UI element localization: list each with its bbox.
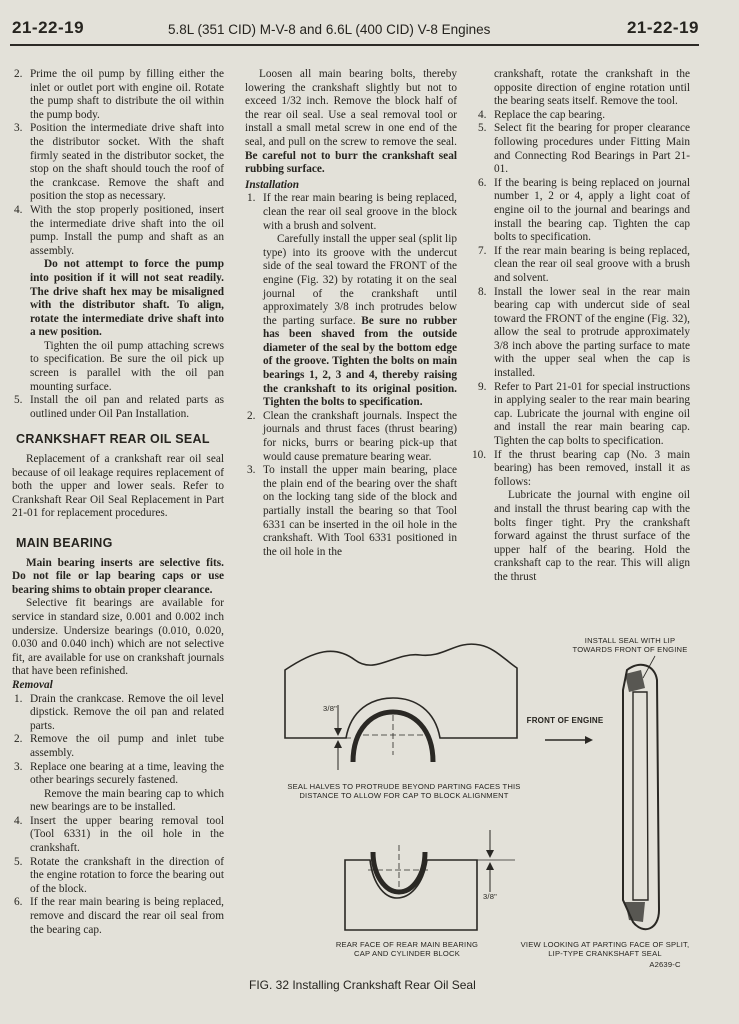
paragraph: Selective fit bearings are available for service in standard size, 0.001 and 0.002 inch undersize. Undersize bearings (0.010, 0.020, 0.030 and 0.040 inch) which are not selective fit, are available for use on crankshaft journals that have been refinished.	[12, 597, 224, 678]
list-item	[12, 394, 224, 421]
column-3	[472, 68, 690, 585]
item-number: 2.	[14, 733, 23, 746]
item-number: 9.	[478, 380, 487, 393]
item-number: 6.	[14, 896, 23, 909]
seal-inner-edge	[633, 692, 648, 900]
item-number: 2.	[14, 68, 23, 80]
figure-caption: FIG. 32 Installing Crankshaft Rear Oil Seal	[249, 978, 476, 992]
subheading-installation: Installation	[245, 178, 299, 191]
list-item	[476, 177, 690, 245]
item-number: 5.	[14, 394, 23, 407]
page-title: 5.8L (351 CID) M-V-8 and 6.6L (400 CID) V-8 Engines	[168, 22, 491, 37]
seal-section-top	[625, 670, 645, 692]
label-rear-face: REAR FACE OF REAR MAIN BEARING CAP AND CYLINDER BLOCK	[335, 940, 479, 958]
subheading-removal: Removal	[12, 678, 53, 691]
arrow-head	[486, 850, 494, 858]
figure-code: A2639-C	[649, 960, 681, 969]
item-text: If the rear main bearing is being replaced, clean the rear oil seal groove with a brush and solvent.	[494, 244, 690, 284]
item-text: Install the lower seal in the rear main bearing cap with undercut side of seal toward the FRONT of the engine (Fig. 32), allow the seal to protrude approximately 3/8 inch above the parting surface to mate with the upper seal when the cap is installed.	[494, 285, 690, 380]
item-text: To install the upper main bearing, place the plain end of the bearing over the shaft on the locking tang side of the block and partially install the bearing so that Tool 6331 can be inserted in the oil hole in the crankshaft. With Tool 6331 positioned in the oil hole in the	[263, 464, 457, 558]
item-number: 4.	[14, 814, 23, 827]
list-item	[245, 464, 457, 559]
arrow-head	[585, 736, 593, 744]
item-number: 2.	[247, 409, 256, 422]
item-number: 5.	[478, 122, 487, 135]
list-item	[12, 896, 224, 937]
item-text: If the rear main bearing is being replaced, remove and discard the rear oil seal from the bearing cap.	[30, 896, 224, 936]
item-text: Insert the upper bearing removal tool (Tool 6331) in the oil hole in the crankshaft.	[30, 814, 224, 855]
item-text: Remove the main bearing cap to which new bearings are to be installed.	[30, 787, 224, 814]
item-number: 1.	[14, 692, 23, 705]
list-item	[12, 815, 224, 856]
label-view: VIEW LOOKING AT PARTING FACE OF SPLIT, LIP-TYPE CRANKSHAFT SEAL	[520, 940, 690, 958]
paragraph: crankshaft, rotate the crankshaft in the opposite direction of engine rotation until the bearing seats itself. Remove the tool.	[494, 68, 690, 108]
label-install-seal: INSTALL SEAL WITH LIP TOWARDS FRONT OF ENGINE	[572, 636, 688, 654]
list-item	[476, 122, 690, 176]
item-text	[263, 233, 457, 410]
item-text: Drain the crankcase. Remove the oil level dipstick. Remove the oil pan and related parts.	[30, 692, 224, 732]
item-text: Refer to Part 21-01 for special instructions in applying sealer to the rear main bearing cap. Lubricate the journal with engine oil and install the rear main bearing cap. Tighten the cap bolts to specification.	[494, 380, 690, 448]
list-item	[12, 761, 224, 815]
column-2	[245, 68, 457, 559]
column-1	[12, 68, 224, 937]
page-number-left: 21-22-19	[12, 18, 85, 37]
item-number: 10.	[472, 448, 487, 461]
item-number: 1.	[247, 192, 256, 205]
list-item	[12, 122, 224, 204]
list-item	[476, 245, 690, 286]
bearing-cap-outline	[345, 860, 477, 930]
caution-text: Do not attempt to force the pump into position if it will not seat readily. The drive shaft hex may be misaligned with the distributor shaft. To align, rotate the intermediate drive shaft into a new position.	[30, 258, 224, 339]
page-header	[0, 0, 739, 46]
arrow-head	[334, 728, 342, 736]
item-number: 3.	[247, 464, 256, 477]
item-text: Rotate the crankshaft in the direction of the engine rotation to force the bearing out of the block.	[30, 855, 224, 895]
page-number-right: 21-22-19	[626, 18, 699, 37]
item-text: Prime the oil pump by filling either the inlet or outlet port with engine oil. Rotate the pump shaft to distribute the oil within the pump body.	[30, 68, 224, 121]
list-item	[476, 109, 690, 123]
item-text: Replace the cap bearing.	[494, 108, 606, 121]
item-text: Clean the crankshaft journals. Inspect the journals and thrust faces (thrust bearing) for nicks, burrs or bearing pick-up that would cause premature bearing wear.	[263, 409, 457, 463]
item-text: With the stop properly positioned, insert the intermediate drive shaft into the oil pump. Install the pump and shaft as an assembly.	[30, 203, 224, 257]
list-item	[476, 381, 690, 449]
item-text: Install the oil pan and related parts as outlined under Oil Pan Installation.	[30, 394, 224, 420]
item-text: Select fit the bearing for proper clearance following procedures under Fitting Main and Connecting Rod Bearings in Part 21-01.	[494, 122, 690, 176]
item-text: If the bearing is being replaced on journal number 1, 2 or 4, apply a light coat of engine oil to the journal and bearings and install the bearing cap. Tighten the cap bolts to specification.	[494, 176, 690, 244]
arrow-head	[334, 740, 342, 748]
paragraph-text: Loosen all main bearing bolts, thereby lowering the crankshaft slightly but not to exceed 1/32 inch. Remove the block half of the rear oil seal. Use a seal removal tool or install a small metal screw in one end of the seal, and pull on the screw to remove the seal.	[245, 68, 457, 148]
paragraph	[245, 68, 457, 177]
list-item	[472, 448, 690, 585]
list-item	[12, 733, 224, 760]
item-number: 3.	[14, 122, 23, 135]
item-number: 4.	[478, 108, 487, 121]
list-item	[476, 286, 690, 381]
list-item	[12, 856, 224, 897]
item-text-plain: Carefully install the upper seal (split lip type) into its groove with the undercut side of the seal toward the FRONT of the engine (Fig. 32) by rotating it on the seal journal of the crankshaft until approximately 3/8 inch protrudes below the parting surface.	[263, 233, 457, 327]
list-item	[12, 693, 224, 734]
section-heading-main-bearing: MAIN BEARING	[16, 536, 113, 550]
item-text: If the rear main bearing is being replaced, clean the rear oil seal groove in the block with a brush and solvent.	[263, 192, 457, 232]
item-text: Position the intermediate drive shaft into the distributor socket. With the shaft firmly seated in the distributor socket, the stop on the shaft should touch the roof of the crankcase. Remove the shaft and position the stop as necessary.	[30, 122, 224, 203]
list-item	[245, 192, 457, 410]
caution-text: Main bearing inserts are selective fits. Do not file or lap bearing caps or use bearing shims to obtain proper clearance.	[12, 556, 224, 596]
figure-32	[245, 630, 700, 980]
section-heading-crankshaft-seal: CRANKSHAFT REAR OIL SEAL	[16, 432, 210, 447]
leader-line	[643, 656, 655, 678]
item-number: 6.	[478, 176, 487, 189]
cylinder-block-outline	[285, 644, 517, 738]
item-text: Remove the oil pump and inlet tube assembly.	[30, 733, 224, 759]
seal-installation-diagram	[245, 630, 700, 980]
item-text: Replace one bearing at a time, leaving the other bearings securely fastened.	[30, 760, 224, 787]
seal-side-view	[623, 665, 659, 929]
label-dimension-top: 3/8"	[322, 704, 338, 713]
label-dimension-bottom: 3/8"	[482, 892, 498, 901]
list-item	[245, 410, 457, 464]
item-text: Tighten the oil pump attaching screws to specification. Be sure the oil pick up screen is parallel with the oil pan mounting surface.	[30, 339, 224, 393]
item-number: 3.	[14, 760, 23, 773]
item-number: 7.	[478, 244, 487, 257]
arrow-head	[486, 862, 494, 870]
caution-text: Be sure no rubber has been shaved from the outside diameter of the seal by the bottom edge of the groove. Tighten the bolts on main bearings 1, 2, 3 and 4, thereby raising the crankshaft to its original position. Tighten the bolts to specification.	[263, 314, 457, 409]
paragraph: Replacement of a crankshaft rear oil seal because of oil leakage requires replacement of both the upper and lower seals. Refer to Crankshaft Rear Oil Seal Replacement in Part 21-01 for replacement procedures.	[12, 453, 224, 520]
list-item	[12, 68, 224, 122]
item-number: 4.	[14, 203, 23, 216]
caution-text: Be careful not to burr the crankshaft seal rubbing surface.	[245, 149, 457, 176]
item-text: Lubricate the journal with engine oil and install the thrust bearing cap with the bolts finger tight. Pry the crankshaft forward against the thrust surface of the upper half of the bearing. Hold the crankshaft cap to the rear. This will align the thrust	[494, 489, 690, 583]
label-front-of-engine: FRONT OF ENGINE	[526, 716, 604, 725]
header-rule	[10, 44, 699, 46]
item-number: 5.	[14, 855, 23, 868]
list-item	[12, 204, 224, 394]
item-text: If the thrust bearing cap (No. 3 main bearing) has been removed, install it as follows:	[494, 448, 690, 488]
label-protrude: SEAL HALVES TO PROTRUDE BEYOND PARTING FACES THIS DISTANCE TO ALLOW FOR CAP TO BLOCK ALIGNMENT	[287, 782, 521, 800]
seal-section-bottom	[625, 902, 645, 922]
item-number: 8.	[478, 285, 487, 298]
